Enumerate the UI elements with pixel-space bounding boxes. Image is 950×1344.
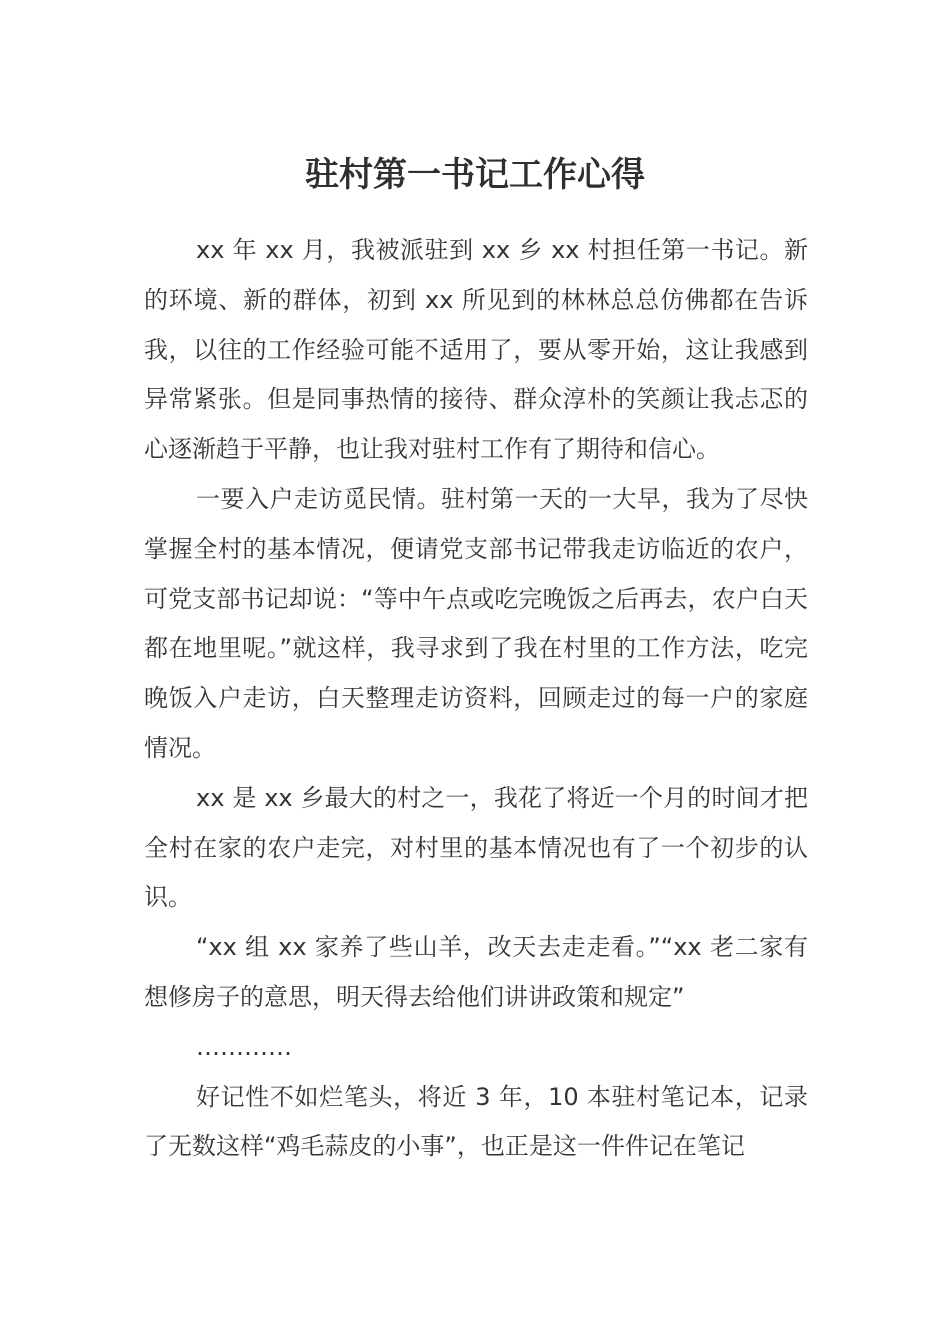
paragraph-4: “xx 组 xx 家养了些山羊，改天去走走看。”“xx 老二家有想修房子的意思，明天得去给他们讲讲政策和规定”: [144, 933, 808, 1011]
paragraph-1: xx 年 xx 月，我被派驻到 xx 乡 xx 村担任第一书记。新的环境、新的群体，初到 xx 所见到的林林总总仿佛都在告诉我，以往的工作经验可能不适用了，要从零开始，这让我感到异常紧张。但是同事热情的接待、群众淳朴的笑颜让我忐忑的心逐渐趋于平静，也让我对驻村工作有了期待和信心。: [144, 236, 808, 464]
document-body: [144, 226, 808, 1172]
paragraph-ellipsis: …………: [196, 1032, 292, 1061]
paragraph-3: xx 是 xx 乡最大的村之一，我花了将近一个月的时间才把全村在家的农户走完，对村里的基本情况也有了一个初步的认识。: [144, 783, 808, 912]
paragraph-2: 一要入户走访觅民情。驻村第一天的一大早，我为了尽快掌握全村的基本情况，便请党支部书记带我走访临近的农户，可党支部书记却说：“等中午点或吃完晚饭之后再去，农户白天都在地里呢。”就这样，我寻求到了我在村里的工作方法，吃完晚饭入户走访，白天整理走访资料，回顾走过的每一户的家庭情况。: [144, 484, 808, 762]
document-title: 驻村第一书记工作心得: [305, 155, 645, 195]
paragraph-5: 好记性不如烂笔头，将近 3 年，10 本驻村笔记本，记录了无数这样“鸡毛蒜皮的小事”，也正是这一件件记在笔记: [144, 1082, 808, 1161]
